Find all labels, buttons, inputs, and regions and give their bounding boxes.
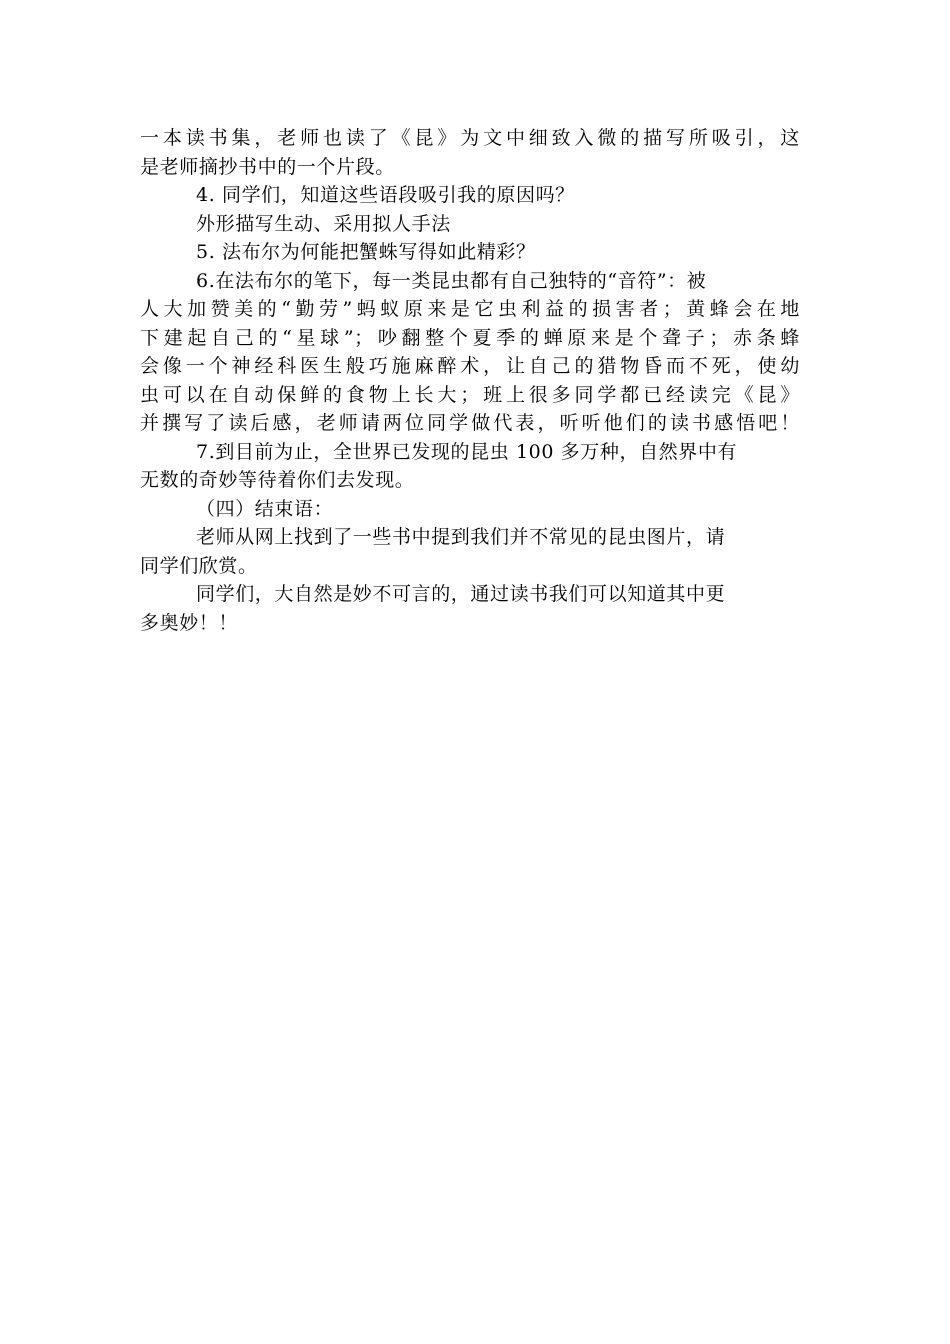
paragraph-line: 并撰写了读后感，老师请两位同学做代表，听听他们的读书感悟吧！ xyxy=(140,412,800,434)
paragraph-line: 下建起自己的“星球”；吵翻整个夏季的蝉原来是个聋子；赤条蜂 xyxy=(140,326,800,349)
item-7-first-line: 7.到目前为止，全世界已发现的昆虫 100 多万种，自然界中有 xyxy=(196,440,738,463)
question-5: 5. 法布尔为何能把蟹蛛写得如此精彩？ xyxy=(196,241,536,263)
closing-paragraph-line: 同学们，大自然是妙不可言的，通过读书我们可以知道其中更 xyxy=(196,583,726,605)
answer-4: 外形描写生动、采用拟人手法 xyxy=(196,212,451,235)
paragraph-line: 是老师摘抄书中的一个片段。 xyxy=(140,155,395,178)
item-6-first-line: 6.在法布尔的笔下，每一类昆虫都有自己独特的“音符”：被 xyxy=(196,269,707,292)
document-body xyxy=(140,124,800,637)
paragraph-line: 虫可以在自动保鲜的食物上长大；班上很多同学都已经读完《昆》 xyxy=(140,383,800,406)
question-4: 4. 同学们，知道这些语段吸引我的原因吗？ xyxy=(196,184,575,206)
paragraph-line: 多奥妙！！ xyxy=(140,611,239,634)
section-heading: （四）结束语： xyxy=(196,497,334,520)
paragraph-line: 人大加赞美的“勤劳”蚂蚁原来是它虫利益的损害者；黄蜂会在地 xyxy=(140,298,800,320)
closing-paragraph-line: 老师从网上找到了一些书中提到我们并不常见的昆虫图片，请 xyxy=(196,526,726,548)
paragraph-line: 一本读书集，老师也读了《昆》为文中细致入微的描写所吸引，这 xyxy=(140,127,800,149)
paragraph-line: 会像一个神经科医生般巧施麻醉术，让自己的猎物昏而不死，使幼 xyxy=(140,355,800,377)
paragraph-line: 无数的奇妙等待着你们去发现。 xyxy=(140,469,415,491)
paragraph-line: 同学们欣赏。 xyxy=(140,554,258,577)
